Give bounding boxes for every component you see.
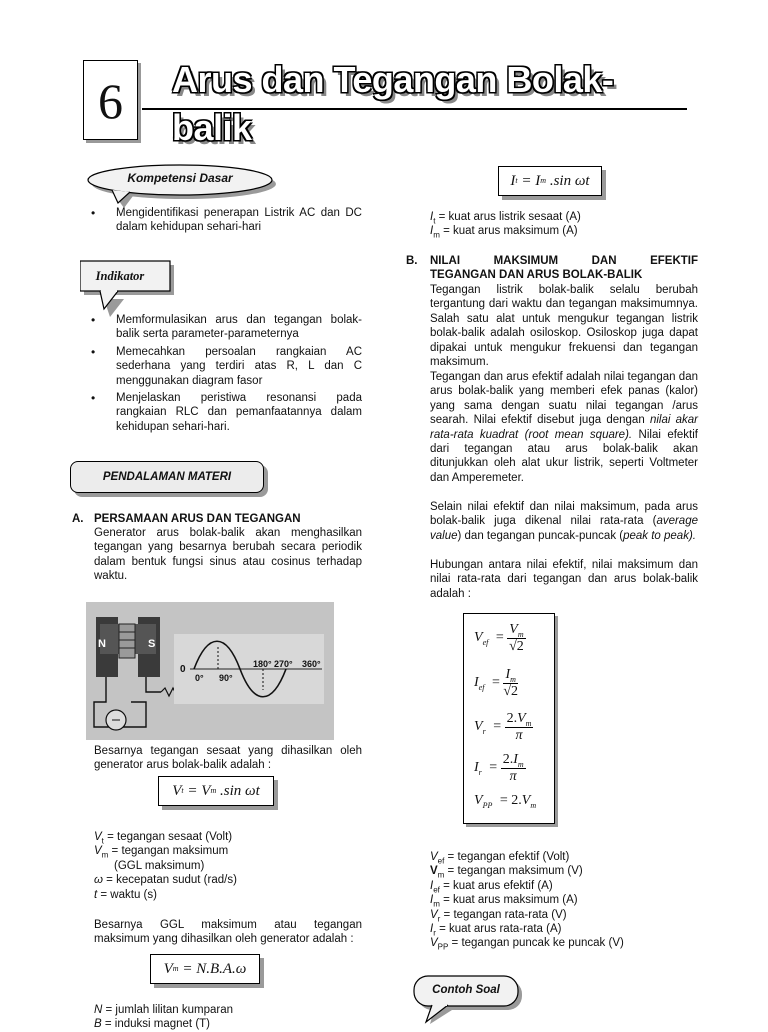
section-b-p4: Hubungan antara nilai efektif, nilai maksimum dan nilai rata-rata dari tegangan dan arus bolak-balik adalah : [430,559,698,600]
def-row: $I_m$ = kuat arus maksimum (A) [430,894,578,909]
def-row: (GGL maksimum) [114,859,205,872]
def-row: ω = kecepatan sudut (rad/s) [94,874,237,887]
bullet-icon: • [91,344,96,359]
def-row: $V_r$ = tegangan rata-rata (V) [430,908,567,923]
equations-box [463,613,555,824]
generator-illustration [86,602,334,740]
indikator-callout [80,259,180,319]
graph-label-0deg: 0° [195,673,204,683]
eq-vef: $V_{ef}$ = $\frac{V_m}{√2}$ [474,622,524,654]
header-rule [142,108,687,110]
def-row: $I_m$ = kuat arus maksimum (A) [430,225,578,240]
section-b-letter: B. [406,255,418,267]
graph-label-180deg: 180° [253,659,272,669]
section-b-p1: Tegangan listrik bolak-balik selalu berubah tergantung dari waktu dan tegangan maksimumnya. Salah satu alat untuk mengukur tegangan listrik bolak-balik adalah osiloskop. Osiloskop juga dapat dipakai untuk mengukur frekuensi dan tegangan maksimum. [430,284,698,369]
section-a-letter: A. [72,513,84,525]
def-row: B = induksi magnet (T) [94,1018,211,1031]
section-b-defs [430,850,710,951]
magnet-s-label: S [148,638,156,650]
section-a-heading: PERSAMAAN ARUS DAN TEGANGAN [94,513,301,525]
section-a-defs2 [94,1003,362,1032]
list-item: • Memformulasikan arus dan tegangan bolak-balik serta parameter-parameternya [91,313,362,341]
def-row: $I_t$ = kuat arus listrik sesaat (A) [430,211,581,226]
section-a-defs1 [94,830,362,902]
chapter-title: Arus dan Tegangan Bolak-balik [172,59,614,148]
graph-label-360deg: 360° [302,659,321,669]
def-row: $V_t$ = tegangan sesaat (Volt) [94,831,233,846]
list-item: • Mengidentifikasi penerapan Listrik AC dan DC dalam kehidupan sehari-hari [91,206,362,234]
pendalaman-banner [70,461,264,493]
kompetensi-callout [80,158,280,208]
contoh-soal-callout [412,972,528,1024]
graph-label-270deg: 270° [274,659,293,669]
def-row: $I_{ef}$ = kuat arus efektif (A) [430,879,553,895]
contoh-bubble-shape [412,972,528,1024]
def-row: $V_{ef}$ = tegangan efektif (Volt) [430,851,570,866]
section-b-p3: Selain nilai efektif dan nilai maksimum, pada arus bolak-balik juga dikenal nilai rata-rata (average value) dan tegangan puncak-puncak (peak to peak). [430,501,698,542]
section-a-body: Generator arus bolak-balik akan menghasilkan tegangan yang besarnya berubah secara periodik dalam bentuk fungsi sinus atau cosinus terhadap waktu. [94,527,362,583]
list-item: • Memecahkan persoalan rangkaian AC sederhana yang terdiri atas R, L dan C menggunakan diagram fasor [91,344,362,387]
bullet-icon: • [91,391,96,406]
def-row: t = waktu (s) [94,888,157,901]
section-b-p2: Tegangan dan arus efektif adalah nilai tegangan dan arus bolak-balik yang memberi efek panas (kalor) yang sama dengan suatu nilai tegangan /arus searah. Nilai efektif disebut juga dengan nilai akar rata-rata kuadrat (root mean square). Nilai efektif dari tegangan atau arus bolak-balik akan ditunjukkan oleh alat ukur listrik, seperti Voltmeter dan Amperemeter. [430,371,698,484]
formula-it-box: I t = I m .sin ωt [498,166,602,196]
kompetensi-list [88,206,362,238]
bullet-icon: • [91,313,96,327]
right-top-defs [430,210,710,239]
eq-vr: $V_r$ = $\frac{2.V_m}{\pi}$ [474,711,532,743]
formula-vm-box: V m = N.B.A.ω [150,954,260,984]
section-b-heading-1: NILAI MAKSIMUM DAN EFEKTIF [430,255,698,267]
kompetensi-label: Kompetensi Dasar [127,171,233,185]
graph-label-90deg: 90° [219,673,233,683]
section-a-p3: Besarnya GGL maksimum atau tegangan maksimum yang dihasilkan oleh generator adalah : [94,919,362,946]
magnet-n-label: N [98,638,106,650]
indikator-label: Indikator [95,269,145,283]
indikator-list [88,313,362,437]
formula-vt-box: V t = V m .sin ωt [158,776,274,806]
chapter-number: 6 [83,60,138,140]
indikator-bubble-shape [80,259,180,319]
def-row: $I_r$ = kuat arus rata-rata (A) [430,923,562,938]
graph-origin-label: 0 [180,664,186,675]
list-item: • Menjelaskan peristiwa resonansi pada rangkaian RLC dan pemanfaatannya dalam kehidupan sehari-hari. [91,391,362,433]
eq-vpp: $V_{PP}$ = $2.V_m$ [474,793,537,810]
section-b-heading-2: TEGANGAN DAN ARUS BOLAK-BALIK [430,269,643,281]
def-row: $V_{PP}$ = tegangan puncak ke puncak (V) [430,937,624,952]
def-row: $V_m$ = tegangan maksimum (V) [430,865,583,880]
eq-ief: $I_{ef}$ = $\frac{I_m}{√2}$ [474,667,519,699]
def-row: $V_m$ = tegangan maksimum [94,845,229,860]
eq-ir: $I_r$ = $\frac{2.I_m}{\pi}$ [474,752,524,784]
section-a-p2: Besarnya tegangan sesaat yang dihasilkan oleh generator arus bolak-balik adalah : [94,745,362,772]
contoh-soal-label: Contoh Soal [432,984,500,996]
generator-figure [86,602,334,740]
pendalaman-label: PENDALAMAN MATERI [102,471,232,483]
bullet-icon: • [91,206,96,220]
def-row: N = jumlah lilitan kumparan [94,1004,234,1016]
